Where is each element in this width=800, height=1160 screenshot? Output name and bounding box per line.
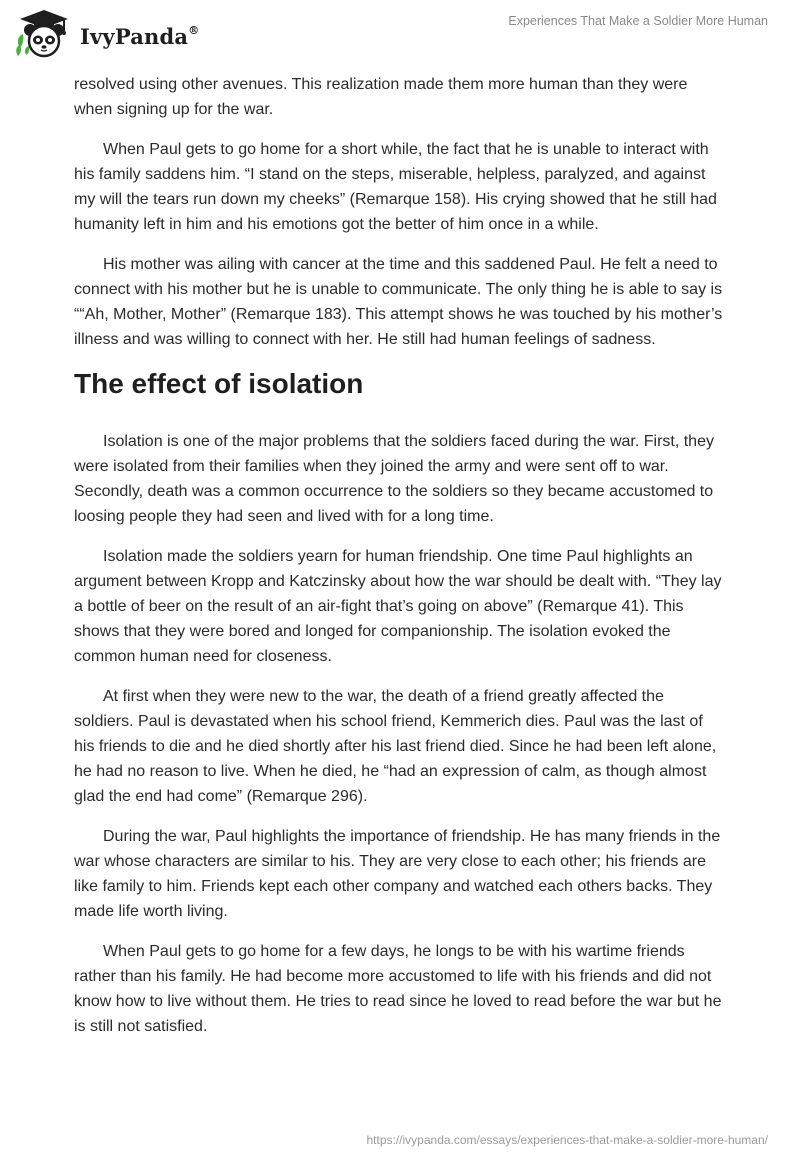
logo[interactable] [14,8,199,60]
document-title: Experiences That Make a Soldier More Human [508,14,768,28]
section-heading: The effect of isolation [74,368,364,399]
page-header [0,0,800,70]
brand-name: IvyPanda® [80,23,200,49]
paragraph: resolved using other avenues. This realization made them more human than they were when signing up for the war. [74,76,688,118]
paragraph: When Paul gets to go home for a few days, he longs to be with his wartime friends rather than his family. He had become more accustomed to life with his friends and did not know how to live without them. He tries to read since he loved to read before the war but he is still not satisfied. [74,943,722,1035]
panda-graduate-icon [14,8,76,60]
paragraph: When Paul gets to go home for a short while, the fact that he is unable to interact with his family saddens him. “I stand on the steps, miserable, helpless, paralyzed, and against my will the tears run down my cheeks” (Remarque 158). His crying showed that he still had humanity left in him and his emotions got the better of him once in a while. [74,141,717,233]
source-url-link[interactable]: https://ivypanda.com/essays/experiences-that-make-a-soldier-more-human/ [366,1133,768,1147]
paragraph: At first when they were new to the war, the death of a friend greatly affected the soldiers. Paul is devastated when his school friend, Kemmerich dies. Paul was the last of his friends to die and he died shortly after his last friend died. Since he had been left alone, he had no reason to live. When he died, he “had an expression of calm, as though almost glad the end had come” (Remarque 296). [74,688,717,805]
essay-content [74,72,724,1054]
paragraph: Isolation is one of the major problems that the soldiers faced during the war. First, they were isolated from their families when they joined the army and were sent off to war. Secondly, death was a common occurrence to the soldiers so they became accustomed to loosing people they had seen and lived with for a long time. [74,433,714,525]
paragraph: During the war, Paul highlights the importance of friendship. He has many friends in the war whose characters are similar to his. They are very close to each other; his friends are like family to him. Friends kept each other company and watched each others backs. They made life worth living. [74,828,721,920]
paragraph: His mother was ailing with cancer at the time and this saddened Paul. He felt a need to connect with his mother but he is unable to communicate. The only thing he is able to say is ““Ah, Mother, Mother” (Remarque 183). This attempt shows he was touched by his mother’s illness and was willing to connect with her. He still had human feelings of sadness. [74,256,723,348]
paragraph: Isolation made the soldiers yearn for human friendship. One time Paul highlights an argument between Kropp and Katczinsky about how the war should be dealt with. “They lay a bottle of beer on the result of an air-fight that’s going on above” (Remarque 41). This shows that they were bored and longed for companionship. The isolation evoked the common human need for closeness. [74,548,722,665]
